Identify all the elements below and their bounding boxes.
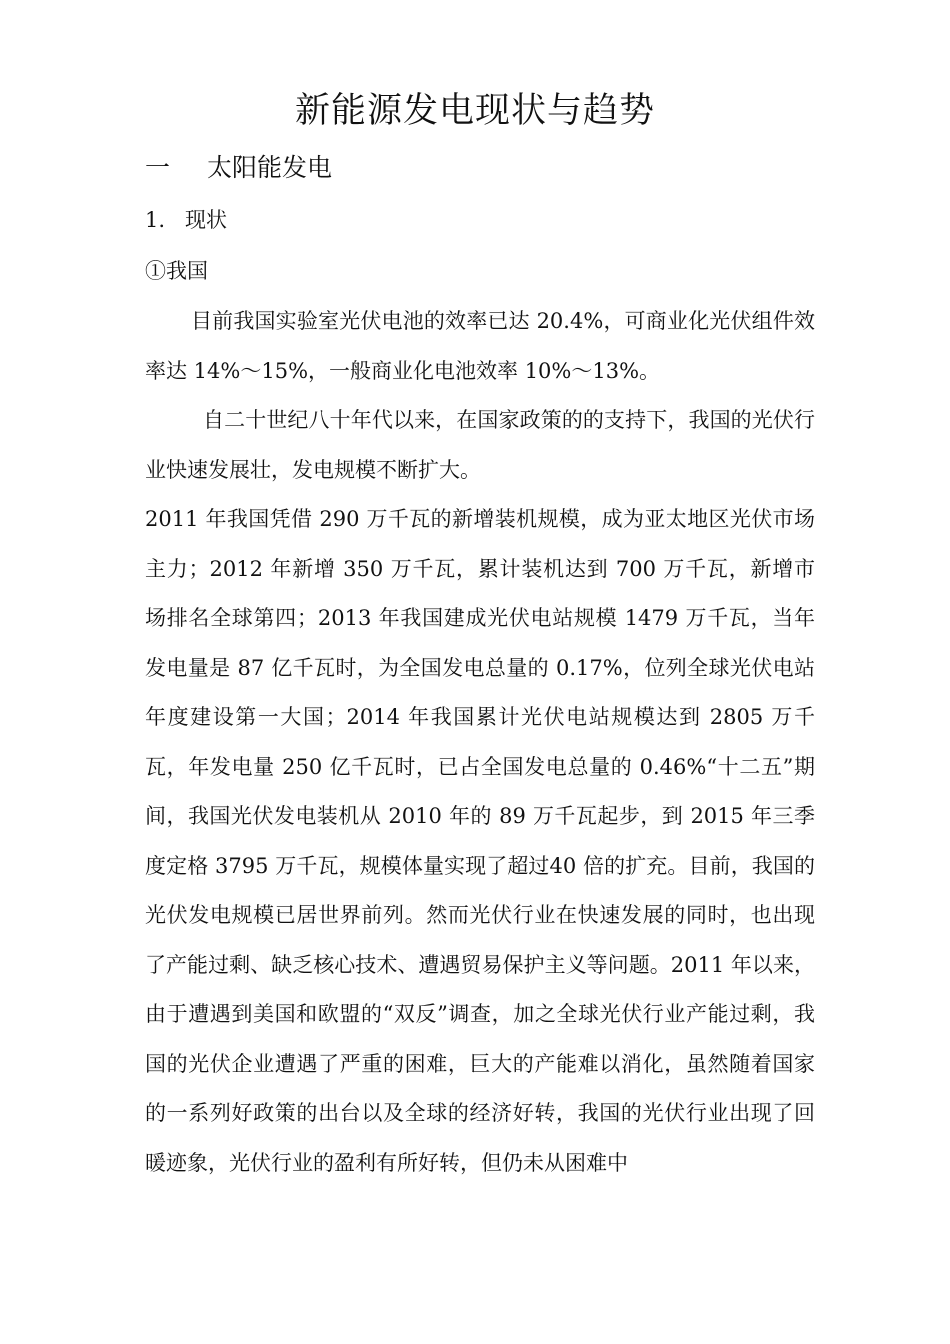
subsection-number: 1. [145, 208, 166, 232]
subsubsection-heading: ①我国 [145, 259, 208, 283]
document-title: 新能源发电现状与趋势 [294, 91, 655, 131]
paragraph-efficiency: 目前我国实验室光伏电池的效率已达 20.4%，可商业化光伏组件效率达 14%～15%，一般商业化电池效率 10%～13%。 [145, 309, 815, 383]
paragraph-development: 自二十世纪八十年代以来，在国家政策的的支持下，我国的光伏行业快速发展壮，发电规模不断扩大。 [145, 408, 815, 482]
subsection-title: 现状 [185, 208, 227, 232]
section-title: 太阳能发电 [207, 153, 333, 182]
paragraph-history: 2011 年我国凭借 290 万千瓦的新增装机规模，成为亚太地区光伏市场主力；2012 年新增 350 万千瓦，累计装机达到 700 万千瓦，新增市场排名全球第四；2013 年我国建成光伏电站规模 1479 万千瓦，当年发电量是 87 亿千瓦时，为全国发电总量的 0.17%，位列全球光伏电站年度建设第一大国；2014 年我国累计光伏电站规模达到 2805 万千瓦，年发电量 250 亿千瓦时，已占全国发电总量的 0.46%“十二五”期间，我国光伏发电装机从 2010 年的 89 万千瓦起步，到 2015 年三季度定格 3795 万千瓦，规模体量实现了超过40 倍的扩充。目前，我国的光伏发电规模已居世界前列。然而光伏行业在快速发展的同时，也出现了产能过剩、缺乏核心技术、遭遇贸易保护主义等问题。2011 年以来，由于遭遇到美国和欧盟的“双反”调查，加之全球光伏行业产能过剩，我国的光伏企业遭遇了严重的困难，巨大的产能难以消化，虽然随着国家的一系列好政策的出台以及全球的经济好转，我国的光伏行业出现了回暖迹象，光伏行业的盈利有所好转，但仍未从困难中 [145, 507, 815, 1175]
section-number: 一 [145, 153, 171, 182]
section-heading [145, 150, 332, 186]
subsection-heading [145, 204, 227, 236]
